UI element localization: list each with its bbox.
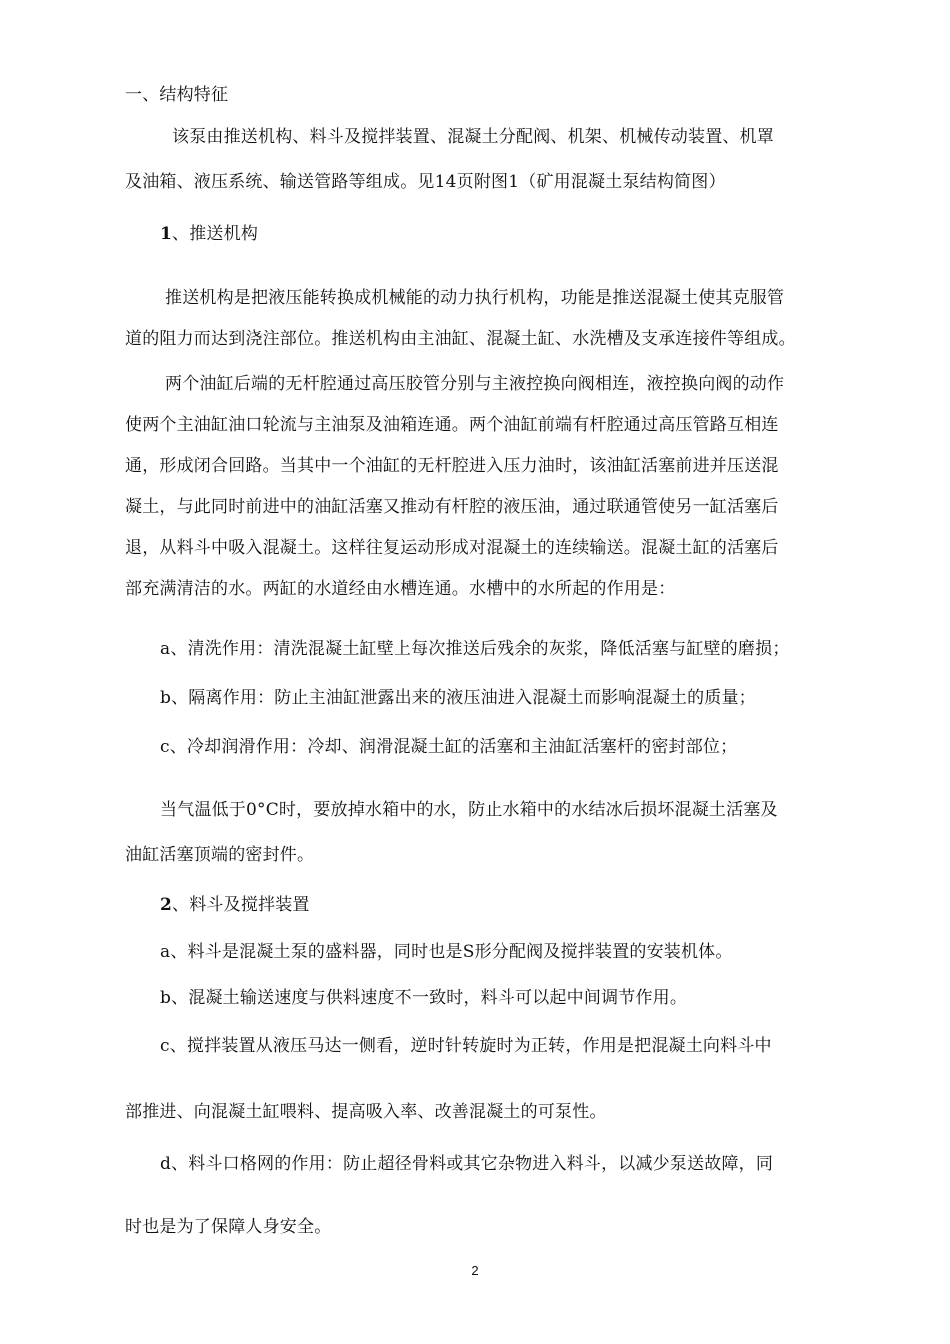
subsection-heading-2	[160, 893, 310, 917]
subsection-heading-1-number: 1	[160, 224, 173, 244]
page-number: 2	[471, 1263, 479, 1278]
para1-line-1: 推送机构是把液压能转换成机械能的动力执行机构，功能是推送混凝土使其克服管	[165, 288, 785, 308]
hopper-item-d-line-2: 时也是为了保障人身安全。	[125, 1217, 332, 1237]
water-item-c: c、冷却润滑作用：冷却、润滑混凝土缸的活塞和主油缸活塞杆的密封部位；	[160, 737, 738, 757]
temp-note-line-2: 油缸活塞顶端的密封件。	[125, 845, 315, 865]
hopper-item-a: a、料斗是混凝土泵的盛料器，同时也是S形分配阀及搅拌装置的安装机体。	[160, 942, 733, 962]
para2-line-6: 部充满清洁的水。两缸的水道经由水槽连通。水槽中的水所起的作用是：	[125, 579, 676, 599]
hopper-item-c-line-1: c、搅拌装置从液压马达一侧看，逆时针转旋时为正转，作用是把混凝土向料斗中	[160, 1036, 772, 1056]
para2-line-2: 使两个主油缸油口轮流与主油泵及油箱连通。两个油缸前端有杆腔通过高压管路互相连	[125, 415, 779, 435]
hopper-item-c-line-2: 部推进、向混凝土缸喂料、提高吸入率、改善混凝土的可泵性。	[125, 1102, 607, 1122]
intro-line-1: 该泵由推送机构、料斗及搅拌装置、混凝土分配阀、机架、机械传动装置、机罩	[172, 127, 774, 147]
intro-line-2: 及油箱、液压系统、输送管路等组成。见14页附图1（矿用混凝土泵结构简图）	[125, 172, 726, 192]
hopper-item-b: b、混凝土输送速度与供料速度不一致时，料斗可以起中间调节作用。	[160, 988, 688, 1008]
para2-line-5: 退，从料斗中吸入混凝土。这样往复运动形成对混凝土的连续输送。混凝土缸的活塞后	[125, 538, 779, 558]
water-item-b: b、隔离作用：防止主油缸泄露出来的液压油进入混凝土而影响混凝土的质量；	[160, 688, 756, 708]
subsection-heading-1	[160, 222, 258, 246]
para2-line-1: 两个油缸后端的无杆腔通过高压胶管分别与主液控换向阀相连，液控换向阀的动作	[165, 374, 785, 394]
temp-note-line-1: 当气温低于0°C时，要放掉水箱中的水，防止水箱中的水结冰后损坏混凝土活塞及	[160, 800, 778, 820]
subsection-heading-2-number: 2	[160, 895, 173, 915]
subsection-heading-2-text: 、料斗及搅拌装置	[172, 895, 310, 915]
para1-line-2: 道的阻力而达到浇注部位。推送机构由主油缸、混凝土缸、水洗槽及支承连接件等组成。	[125, 329, 796, 349]
water-item-a: a、清洗作用：清洗混凝土缸壁上每次推送后残余的灰浆，降低活塞与缸壁的磨损；	[160, 639, 790, 659]
section-title: 一、结构特征	[125, 85, 229, 105]
subsection-heading-1-text: 、推送机构	[172, 224, 259, 244]
para2-line-3: 通，形成闭合回路。当其中一个油缸的无杆腔进入压力油时，该油缸活塞前进并压送混	[125, 456, 779, 476]
para2-line-4: 凝土，与此同时前进中的油缸活塞又推动有杆腔的液压油，通过联通管使另一缸活塞后	[125, 497, 779, 517]
hopper-item-d-line-1: d、料斗口格网的作用：防止超径骨料或其它杂物进入料斗，以减少泵送故障，同	[160, 1154, 774, 1174]
